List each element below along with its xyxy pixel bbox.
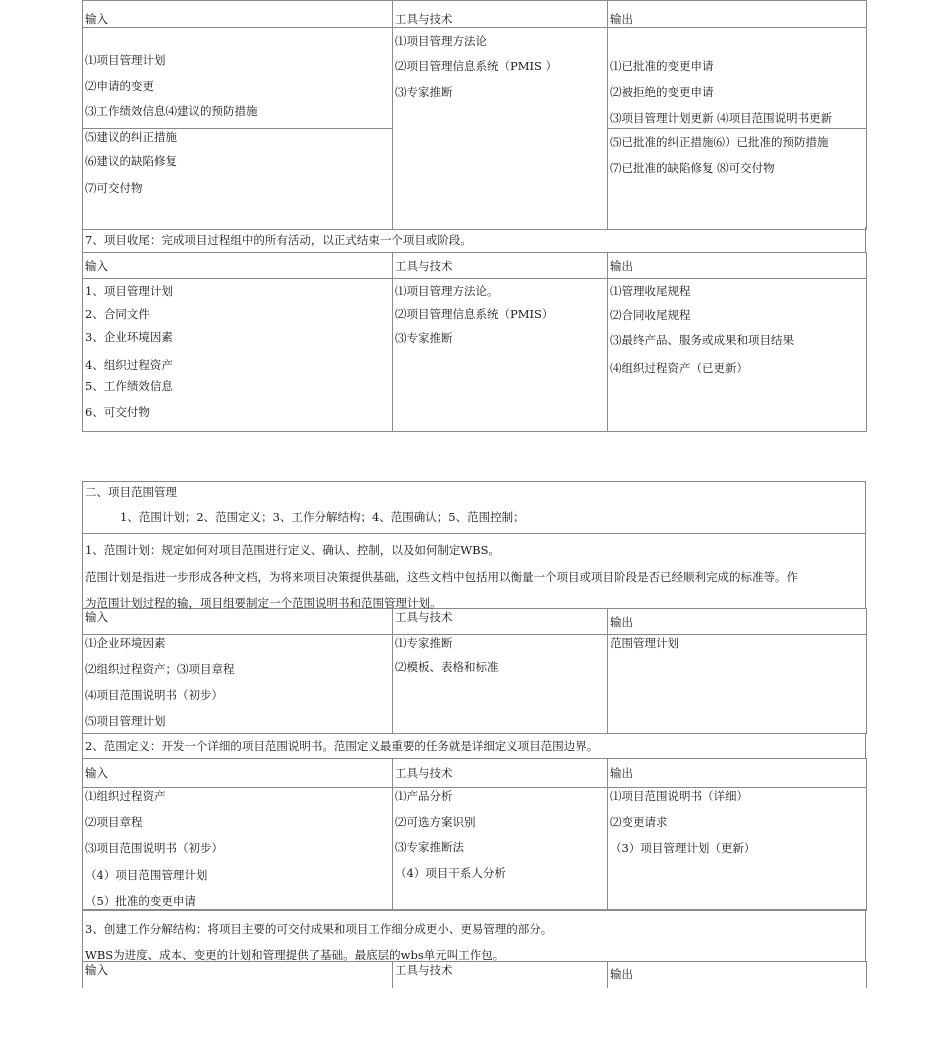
list-item: ⑴管理收尾规程 — [610, 284, 691, 298]
scope-def-inputs — [83, 788, 393, 911]
closure-inputs — [83, 279, 393, 432]
header-input: 输入 — [83, 1, 393, 28]
list-item: ⑴项目范围说明书（详细） — [610, 789, 748, 803]
list-item: ⑴项目管理方法论 — [395, 34, 487, 48]
list-item: ⑵项目章程 — [85, 815, 143, 829]
list-item: ⑴企业环境因素 — [85, 636, 166, 650]
header-output: 输出 — [608, 1, 867, 28]
list-item: 4、组织过程资产 — [85, 358, 173, 372]
scope-definition-title: 2、范围定义：开发一个详细的项目范围说明书。范围定义最重要的任务就是详细定义项目范围边界。 — [82, 733, 866, 759]
list-item: ⑵合同收尾规程 — [610, 308, 691, 322]
scope-definition-block — [82, 733, 866, 911]
list-item: （4）项目范围管理计划 — [85, 868, 208, 882]
list-item: 范围管理计划 — [610, 636, 679, 650]
list-item: 2、合同文件 — [85, 307, 150, 321]
list-item: ⑵变更请求 — [610, 815, 668, 829]
header-output: 输出 — [608, 962, 867, 989]
wbs-intro — [82, 909, 866, 962]
list-item: （3）项目管理计划（更新） — [610, 841, 756, 855]
scope-planning-desc: 为范围计划过程的输，项目组要制定一个范围说明书和范围管理计划。 — [85, 596, 442, 610]
list-item: ⑶专家推断法 — [395, 840, 464, 854]
list-item: ⑸已批准的纠正措施⑹）已批准的预防措施 — [610, 135, 829, 149]
header-tools: 工具与技术 — [393, 253, 608, 279]
list-item: ⑴专家推断 — [395, 636, 453, 650]
section-title: 二、项目范围管理 — [85, 485, 177, 499]
list-item: ⑶项目范围说明书（初步） — [85, 841, 223, 855]
header-tools: 工具与技术 — [393, 962, 608, 989]
list-item: ⑶最终产品、服务或成果和项目结果 — [610, 333, 794, 347]
header-output: 输出 — [608, 609, 867, 635]
list-item: 3、企业环境因素 — [85, 330, 173, 344]
input-cell-a — [83, 28, 393, 129]
header-tools: 工具与技术 — [393, 609, 608, 635]
list-item: ⑴已批准的变更申请 — [610, 59, 714, 73]
project-closure-block — [82, 227, 866, 432]
scope-plan-outputs — [608, 635, 867, 734]
tools-cell — [393, 28, 608, 230]
output-cell-a — [608, 28, 867, 129]
list-item: ⑴项目管理计划 — [85, 53, 166, 67]
list-item: ⑹建议的缺陷修复 — [85, 154, 177, 168]
list-item: ⑺可交付物 — [85, 181, 143, 195]
wbs-block — [82, 909, 866, 988]
list-item: （5）批准的变更申请 — [85, 894, 196, 908]
header-input: 输入 — [83, 962, 393, 989]
list-item: ⑵申请的变更 — [85, 79, 154, 93]
scope-plan-inputs — [83, 635, 393, 734]
list-item: ⑴项目管理方法论。 — [395, 284, 499, 298]
scope-def-outputs — [608, 788, 867, 911]
list-item: ⑵项目管理信息系统（PMIS） — [395, 307, 554, 321]
list-item: ⑷项目范围说明书（初步） — [85, 688, 223, 702]
list-item: ⑴产品分析 — [395, 789, 453, 803]
header-input: 输入 — [83, 609, 393, 635]
header-output: 输出 — [608, 253, 867, 279]
list-item: 1、项目管理计划 — [85, 284, 173, 298]
list-item: ⑵模板、表格和标准 — [395, 660, 499, 674]
list-item: ⑵可选方案识别 — [395, 815, 476, 829]
list-item: 6、可交付物 — [85, 405, 150, 419]
integrated-change-control-table — [82, 0, 866, 230]
section-subtitle: 1、范围计划；2、范围定义；3、工作分解结构；4、范围确认；5、范围控制； — [120, 510, 525, 524]
list-item: ⑶专家推断 — [395, 85, 453, 99]
scope-management-heading — [82, 481, 866, 534]
scope-def-tools — [393, 788, 608, 911]
header-input: 输入 — [83, 253, 393, 279]
list-item: ⑴组织过程资产 — [85, 789, 166, 803]
list-item: ⑶项目管理计划更新 ⑷项目范围说明书更新 — [610, 111, 833, 125]
list-item: ⑵被拒绝的变更申请 — [610, 85, 714, 99]
wbs-desc: WBS为进度、成本、变更的计划和管理提供了基础。最底层的wbs单元叫工作包。 — [85, 948, 505, 962]
list-item: （4）项目干系人分析 — [395, 866, 506, 880]
header-output: 输出 — [608, 759, 867, 788]
list-item: ⑺已批准的缺陷修复 ⑻可交付物 — [610, 161, 775, 175]
list-item: ⑸建议的纠正措施 — [85, 130, 177, 144]
header-tools: 工具与技术 — [393, 759, 608, 788]
list-item: ⑶专家推断 — [395, 331, 453, 345]
wbs-title: 3、创建工作分解结构：将项目主要的可交付成果和项目工作细分成更小、更易管理的部分。 — [85, 922, 553, 936]
list-item: ⑷组织过程资产（已更新） — [610, 361, 748, 375]
closure-tools — [393, 279, 608, 432]
scope-planning-block — [82, 533, 866, 734]
header-tools: 工具与技术 — [393, 1, 608, 28]
input-cell-b — [83, 129, 393, 230]
list-item: ⑸项目管理计划 — [85, 714, 166, 728]
scope-planning-intro — [82, 533, 866, 609]
list-item: 5、工作绩效信息 — [85, 379, 173, 393]
output-cell-b — [608, 129, 867, 230]
closure-outputs — [608, 279, 867, 432]
list-item: ⑵项目管理信息系统（PMIS ） — [395, 59, 558, 73]
header-input: 输入 — [83, 759, 393, 788]
scope-planning-title: 1、范围计划：规定如何对项目范围进行定义、确认、控制，以及如何制定WBS。 — [85, 543, 500, 557]
scope-planning-desc: 范围计划是指进一步形成各种文档，为将来项目决策提供基础，这些文档中包括用以衡量一个项目或项目阶段是否已经顺利完成的标准等。作 — [85, 570, 798, 584]
closure-title: 7、项目收尾：完成项目过程组中的所有活动，以正式结束一个项目或阶段。 — [82, 227, 866, 253]
list-item: ⑵组织过程资产；⑶项目章程 — [85, 662, 235, 676]
scope-plan-tools — [393, 635, 608, 734]
list-item: ⑶工作绩效信息⑷建议的预防措施 — [85, 104, 258, 118]
